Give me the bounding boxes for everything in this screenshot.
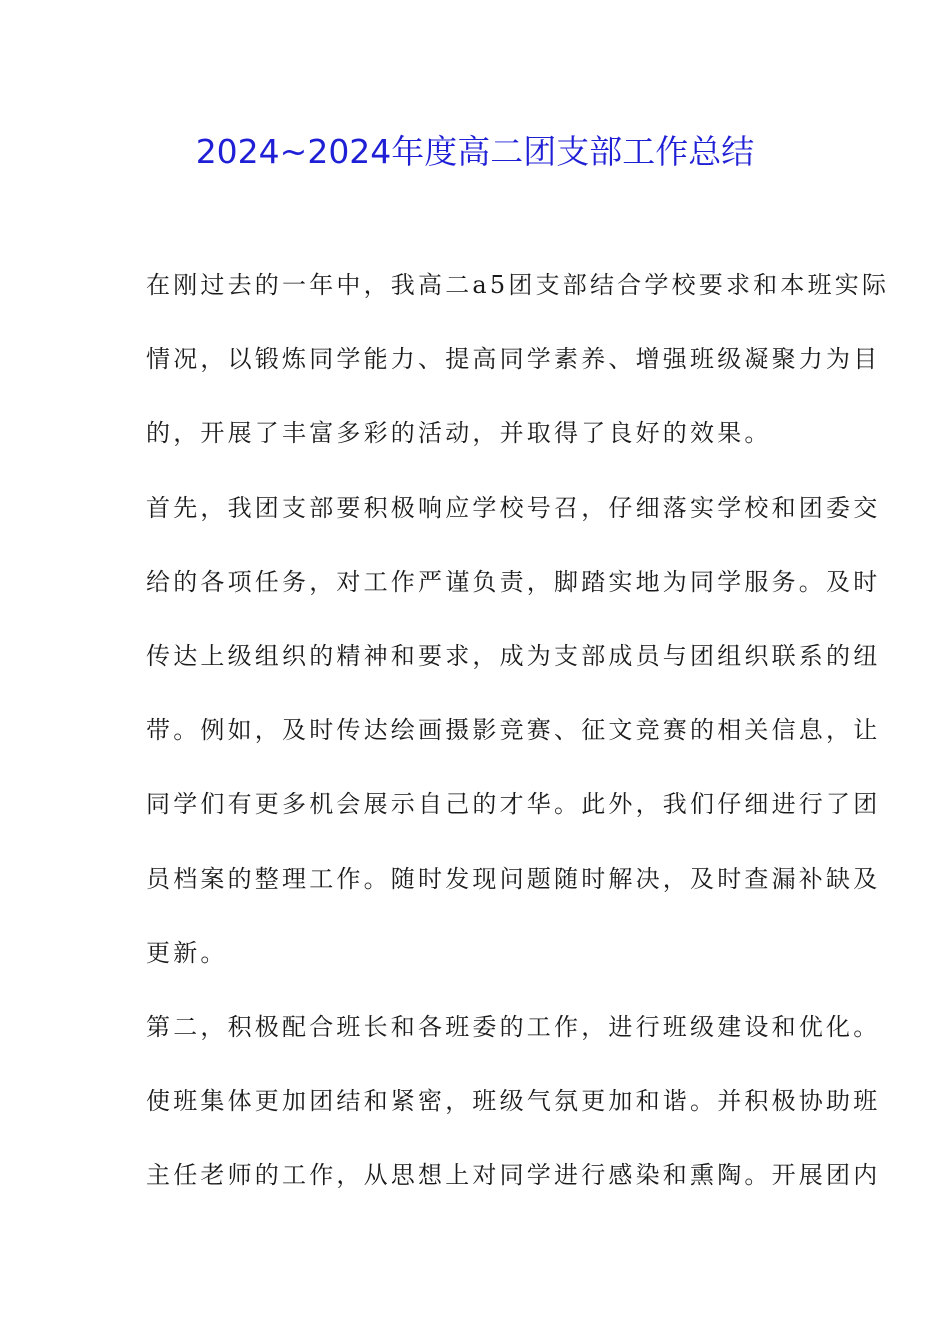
- body-line: 给的各项任务，对工作严谨负责，脚踏实地为同学服务。及时: [146, 567, 881, 596]
- body-line: 传达上级组织的精神和要求，成为支部成员与团组织联系的纽: [146, 641, 881, 670]
- body-line: 主任老师的工作，从思想上对同学进行感染和熏陶。开展团内: [146, 1161, 881, 1190]
- document-body: [146, 259, 890, 1223]
- body-line: 情况，以锻炼同学能力、提高同学素养、增强班级凝聚力为目: [146, 345, 881, 374]
- body-line: 同学们有更多机会展示自己的才华。此外，我们仔细进行了团: [146, 790, 881, 819]
- body-line: 第二，积极配合班长和各班委的工作，进行班级建设和优化。: [146, 1012, 881, 1041]
- body-line: 的，开展了丰富多彩的活动，并取得了良好的效果。: [146, 419, 772, 448]
- body-line: 带。例如，及时传达绘画摄影竞赛、征文竞赛的相关信息，让: [146, 716, 881, 745]
- document-title: 2024~2024年度高二团支部工作总结: [195, 132, 755, 171]
- body-line: 在刚过去的一年中，我高二a5团支部结合学校要求和本班实际: [146, 271, 890, 299]
- body-line: 使班集体更加团结和紧密，班级气氛更加和谐。并积极协助班: [146, 1087, 881, 1116]
- body-line: 更新。: [146, 938, 228, 967]
- body-line: 首先，我团支部要积极响应学校号召，仔细落实学校和团委交: [146, 493, 881, 522]
- body-line: 员档案的整理工作。随时发现问题随时解决，及时查漏补缺及: [146, 864, 881, 893]
